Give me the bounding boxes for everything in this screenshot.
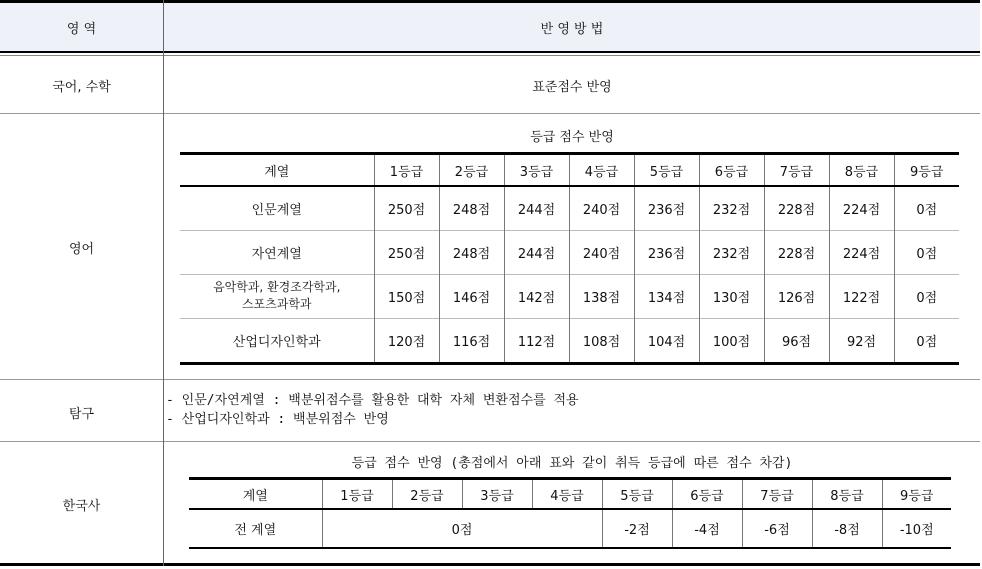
- column-header: 4등급: [532, 480, 602, 509]
- history-header-row: [189, 480, 951, 509]
- score-cell: 248점: [439, 186, 504, 230]
- score-cell: 146점: [439, 274, 504, 318]
- column-header: 8등급: [829, 155, 894, 186]
- deduction-cell: -10점: [882, 509, 951, 547]
- column-header: 5등급: [602, 480, 672, 509]
- inquiry-bullet: - 산업디자인학과 : 백분위점수 반영: [166, 412, 389, 427]
- area-korean-math: 국어, 수학: [52, 80, 111, 95]
- inquiry-bullet: - 인문/자연계열 : 백분위점수를 활용한 대학 자체 변환점수를 적용: [166, 393, 579, 408]
- score-cell: 244점: [504, 230, 569, 274]
- score-cell: 248점: [439, 230, 504, 274]
- score-cell: 92점: [829, 318, 894, 362]
- score-cell: 250점: [374, 186, 439, 230]
- deduction-cell: -6점: [742, 509, 812, 547]
- header-area: 영 역: [66, 22, 97, 37]
- column-header: 4등급: [569, 155, 634, 186]
- score-cell: 116점: [439, 318, 504, 362]
- row-label: 산업디자인학과: [180, 318, 374, 362]
- score-cell: 240점: [569, 230, 634, 274]
- table-row: [180, 186, 959, 230]
- column-header: 9등급: [894, 155, 959, 186]
- header-method: 반 영 방 법: [540, 22, 604, 37]
- column-header: 3등급: [504, 155, 569, 186]
- row-label: 자연계열: [180, 230, 374, 274]
- column-header: 7등급: [764, 155, 829, 186]
- score-cell: 120점: [374, 318, 439, 362]
- score-cell: 0점: [894, 274, 959, 318]
- deduction-cell: -4점: [672, 509, 742, 547]
- score-cell: 108점: [569, 318, 634, 362]
- score-cell: 236점: [634, 186, 699, 230]
- column-header: 계열: [242, 488, 268, 504]
- score-cell: 150점: [374, 274, 439, 318]
- korean-history-caption: 등급 점수 반영 (총점에서 아래 표와 같이 취득 등급에 따른 점수 차감): [351, 456, 793, 471]
- row-label: [180, 274, 374, 318]
- score-cell: 236점: [634, 230, 699, 274]
- score-cell: 126점: [764, 274, 829, 318]
- column-header: 계열: [264, 164, 290, 180]
- score-cell: 122점: [829, 274, 894, 318]
- column-header: 7등급: [742, 480, 812, 509]
- column-header: 2등급: [439, 155, 504, 186]
- korean-history-grade-table: [189, 480, 951, 547]
- score-cell: 134점: [634, 274, 699, 318]
- inquiry-bullets: [166, 391, 579, 429]
- column-header: 2등급: [392, 480, 462, 509]
- row-divider: [0, 379, 980, 380]
- area-korean-history: 한국사: [62, 499, 101, 514]
- table-row: [180, 230, 959, 274]
- column-header: 3등급: [462, 480, 532, 509]
- row-divider: [0, 113, 980, 114]
- merged-score-cell: 0점: [322, 509, 602, 547]
- score-cell: 232점: [699, 186, 764, 230]
- top-border: [0, 0, 980, 3]
- header-divider-double: [0, 55, 980, 56]
- score-cell: 0점: [894, 318, 959, 362]
- score-cell: 0점: [894, 186, 959, 230]
- method-korean-math: 표준점수 반영: [532, 80, 612, 95]
- history-table-bottom-border: [189, 547, 951, 549]
- deduction-cell: -2점: [602, 509, 672, 547]
- score-cell: 0점: [894, 230, 959, 274]
- score-cell: 232점: [699, 230, 764, 274]
- column-header: 1등급: [322, 480, 392, 509]
- column-header: 5등급: [634, 155, 699, 186]
- column-header: 9등급: [882, 480, 951, 509]
- score-cell: 100점: [699, 318, 764, 362]
- column-header: 8등급: [812, 480, 882, 509]
- english-header-row: [180, 155, 959, 186]
- score-cell: 224점: [829, 230, 894, 274]
- row-divider: [0, 441, 980, 442]
- score-cell: 138점: [569, 274, 634, 318]
- row-label: 인문계열: [180, 186, 374, 230]
- score-cell: 228점: [764, 230, 829, 274]
- score-cell: 142점: [504, 274, 569, 318]
- row-label-line: 음악학과, 환경조각학과,: [213, 280, 341, 294]
- table-row: [180, 274, 959, 318]
- score-cell: 244점: [504, 186, 569, 230]
- bottom-border: [0, 563, 980, 566]
- column-header: 6등급: [672, 480, 742, 509]
- english-table-bottom-border: [180, 362, 959, 365]
- score-cell: 224점: [829, 186, 894, 230]
- table-row: [189, 509, 951, 547]
- english-grade-table: [180, 155, 959, 362]
- score-cell: 240점: [569, 186, 634, 230]
- header-divider: [0, 51, 980, 53]
- table-row: [180, 318, 959, 362]
- row-label-line: 스포츠과학과: [241, 297, 312, 311]
- english-caption: 등급 점수 반영: [530, 130, 614, 145]
- score-cell: 250점: [374, 230, 439, 274]
- row-label: 전 계열: [189, 509, 322, 547]
- column-header: 1등급: [374, 155, 439, 186]
- score-cell: 112점: [504, 318, 569, 362]
- area-inquiry: 탐구: [68, 407, 95, 422]
- deduction-cell: -8점: [812, 509, 882, 547]
- area-english: 영어: [68, 242, 95, 257]
- score-cell: 104점: [634, 318, 699, 362]
- score-cell: 96점: [764, 318, 829, 362]
- score-cell: 228점: [764, 186, 829, 230]
- score-cell: 130점: [699, 274, 764, 318]
- column-header: 6등급: [699, 155, 764, 186]
